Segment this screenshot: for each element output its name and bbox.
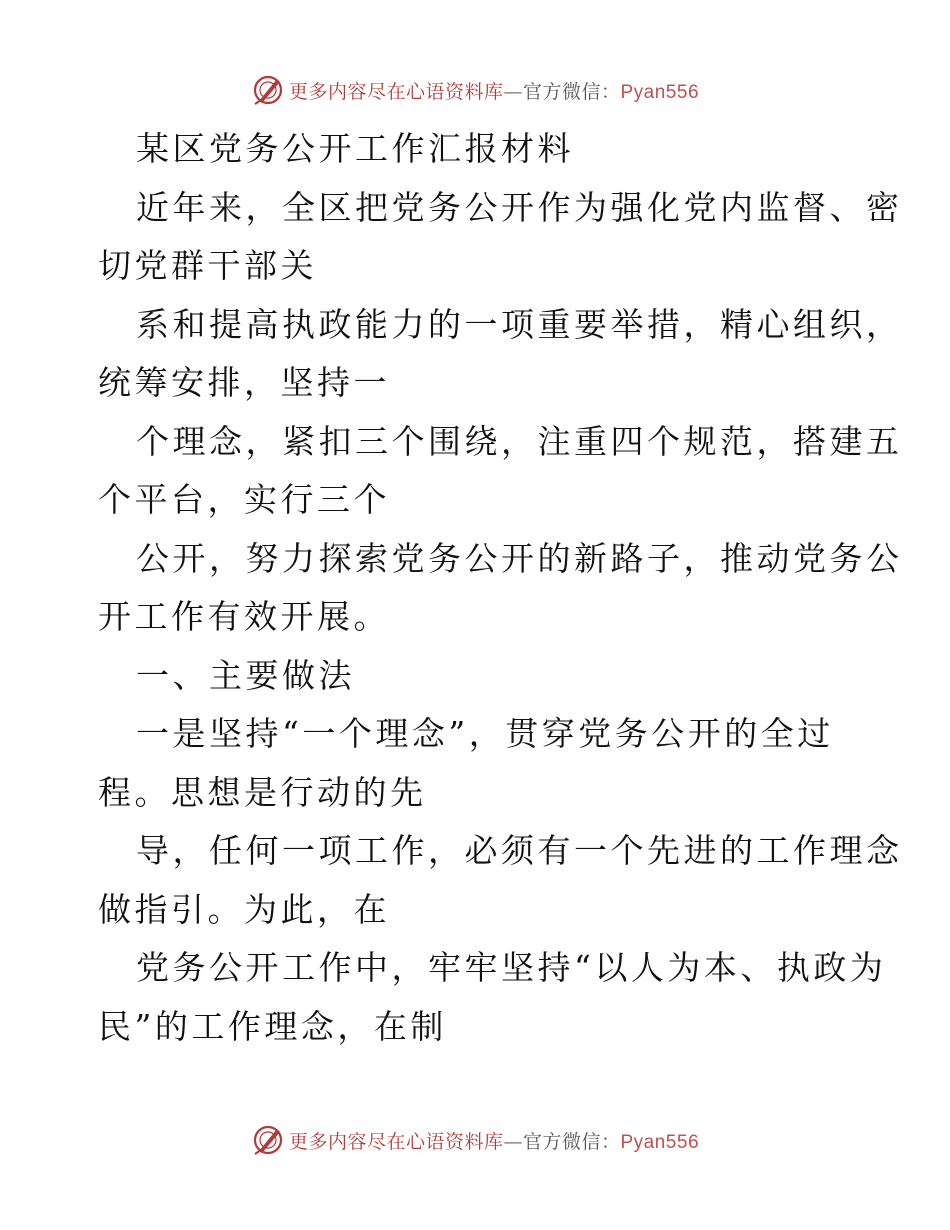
text-line: 导，任何一项工作，必须有一个先进的工作理念 bbox=[136, 831, 903, 870]
text-line: 民”的工作理念，在制 bbox=[98, 1006, 447, 1046]
quill-pen-logo-icon bbox=[251, 73, 285, 107]
section-heading: 一、主要做法 bbox=[136, 655, 355, 695]
document-body bbox=[98, 120, 903, 1056]
footer-banner bbox=[0, 1118, 950, 1162]
text-line: 切党群干部关 bbox=[98, 246, 317, 285]
header-banner bbox=[0, 68, 950, 112]
banner-wechat-label: 官方微信： bbox=[522, 1130, 621, 1153]
banner-main-text: 更多内容尽在心语资料库 bbox=[288, 1130, 504, 1153]
banner-dash: — bbox=[503, 80, 523, 103]
text-line: 开工作有效开展。 bbox=[98, 597, 390, 636]
text-line: 统筹安排，坚持一 bbox=[98, 363, 390, 402]
banner-main-text: 更多内容尽在心语资料库 bbox=[288, 80, 504, 103]
banner-text bbox=[289, 77, 699, 104]
text-line: 做指引。为此，在 bbox=[98, 889, 390, 929]
banner-dash: — bbox=[503, 1130, 523, 1153]
text-line: 公开，努力探索党务公开的新路子，推动党务公 bbox=[136, 538, 903, 578]
text-line: 一是坚持“一个理念”，贯穿党务公开的全过 bbox=[136, 714, 834, 753]
document-title: 某区党务公开工作汇报材料 bbox=[136, 129, 574, 168]
text-line: 系和提高执政能力的一项重要举措，精心组织， bbox=[136, 304, 903, 344]
text-line: 个理念，紧扣三个围绕，注重四个规范，搭建五 bbox=[136, 421, 903, 461]
text-line: 个平台，实行三个 bbox=[98, 480, 390, 519]
quill-pen-logo-icon bbox=[251, 1123, 285, 1157]
banner-text bbox=[289, 1127, 699, 1154]
text-line: 党务公开工作中，牢牢坚持“以人为本、执政为 bbox=[136, 948, 887, 987]
banner-wechat-id: Pyan556 bbox=[620, 81, 700, 103]
banner-wechat-id: Pyan556 bbox=[620, 1131, 700, 1153]
text-line: 近年来，全区把党务公开作为强化党内监督、密 bbox=[136, 187, 903, 227]
banner-wechat-label: 官方微信： bbox=[522, 80, 621, 103]
text-line: 程。思想是行动的先 bbox=[98, 772, 427, 812]
